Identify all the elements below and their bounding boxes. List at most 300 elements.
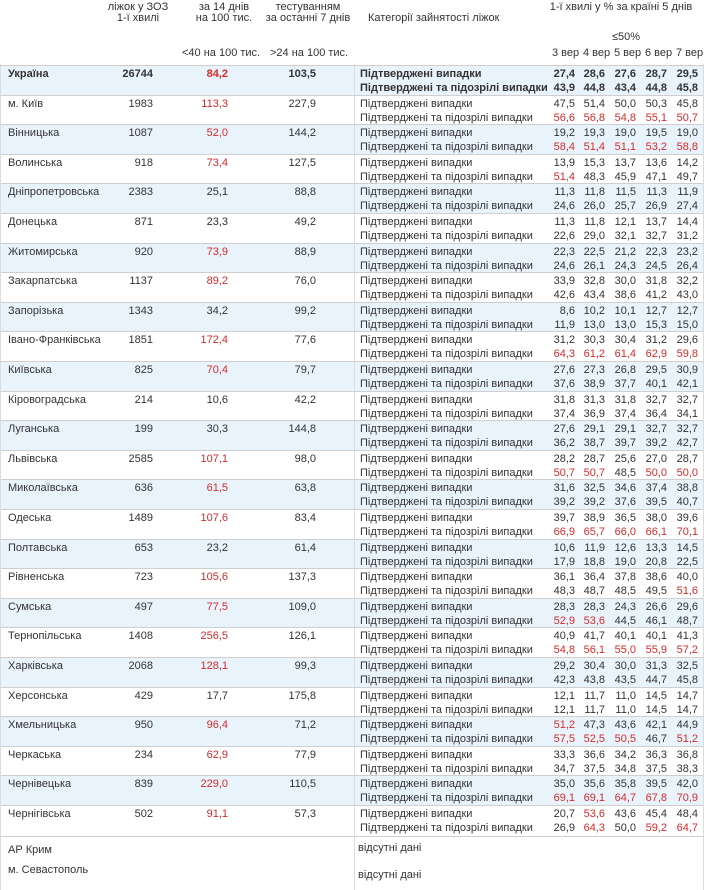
category-suspected: Підтверджені та підозрілі випадки: [360, 733, 533, 746]
category-suspected: Підтверджені та підозрілі випадки: [360, 644, 533, 657]
region-row: [0, 657, 703, 688]
suspected-share: 58,4: [553, 141, 575, 154]
testing-value: 42,2: [294, 393, 316, 406]
confirmed-share: 22,3: [553, 245, 575, 258]
testing-value: 99,2: [294, 304, 316, 317]
region-row: [0, 302, 703, 333]
category-suspected: Підтверджені та підозрілі випадки: [360, 259, 533, 272]
testing-value: 109,0: [288, 600, 316, 613]
suspected-share: 37,5: [645, 762, 667, 775]
region-row: [0, 183, 703, 214]
incidence-value: 256,5: [200, 630, 228, 643]
region-name: Житомирська: [8, 245, 78, 258]
suspected-share: 51,6: [676, 585, 698, 598]
confirmed-share: 14,7: [676, 689, 698, 702]
testing-value: 98,0: [294, 452, 316, 465]
suspected-share: 40,7: [676, 496, 698, 509]
region-name: Вінницька: [8, 127, 60, 140]
confirmed-share: 32,7: [645, 393, 667, 406]
region-name: Полтавська: [8, 541, 68, 554]
category-confirmed: Підтверджені випадки: [360, 719, 473, 732]
confirmed-share: 11,8: [584, 216, 605, 228]
suspected-share: 57,2: [676, 644, 698, 657]
suspected-share: 19,0: [614, 555, 636, 568]
region-name: Миколаївська: [8, 482, 78, 495]
suspected-share: 26,9: [645, 200, 667, 213]
region-name: Харківська: [8, 660, 63, 672]
confirmed-share: 27,3: [583, 364, 605, 376]
confirmed-share: 28,3: [583, 600, 605, 613]
confirmed-share: 19,0: [614, 127, 636, 140]
suspected-share: 22,6: [553, 230, 575, 242]
category-suspected: Підтверджені та підозрілі випадки: [360, 585, 533, 598]
confirmed-share: 19,5: [645, 127, 667, 140]
suspected-share: 50,7: [676, 111, 698, 124]
confirmed-share: 19,0: [676, 127, 698, 140]
confirmed-share: 14,4: [676, 216, 698, 228]
suspected-share: 27,4: [676, 200, 698, 213]
confirmed-share: 39,5: [645, 778, 667, 791]
confirmed-share: 48,4: [676, 808, 698, 820]
suspected-share: 49,5: [645, 585, 667, 598]
confirmed-share: 32,7: [676, 423, 698, 436]
incidence-value: 107,1: [200, 452, 228, 465]
confirmed-share: 26,6: [645, 600, 667, 613]
category-suspected: Підтверджені та підозрілі випадки: [360, 614, 533, 627]
confirmed-share: 20,7: [553, 808, 575, 820]
confirmed-share: 47,5: [553, 97, 575, 110]
suspected-share: 36,2: [553, 437, 575, 450]
region-name: Чернівецька: [8, 778, 72, 791]
suspected-share: 37,5: [583, 762, 605, 775]
region-name: м. Київ: [8, 97, 44, 110]
suspected-share: 26,0: [583, 200, 605, 213]
testing-value: 144,2: [288, 127, 316, 140]
beds-count: 825: [134, 364, 153, 376]
suspected-share: 56,8: [583, 111, 605, 124]
beds-count: 1851: [128, 334, 153, 347]
confirmed-share: 13,6: [645, 156, 667, 169]
incidence-value: 17,7: [206, 689, 228, 702]
confirmed-share: 11,5: [615, 186, 636, 199]
confirmed-share: 28,7: [583, 452, 605, 465]
suspected-share: 42,3: [553, 674, 575, 686]
confirmed-share: 12,1: [614, 216, 636, 228]
confirmed-share: 37,4: [645, 482, 667, 495]
suspected-share: 57,5: [553, 733, 575, 746]
confirmed-share: 11,0: [615, 689, 636, 702]
beds-count: 1408: [128, 630, 153, 643]
confirmed-share: 36,8: [676, 748, 698, 761]
suspected-share: 14,5: [645, 703, 667, 716]
category-confirmed: Підтверджені випадки: [360, 216, 473, 228]
suspected-share: 43,9: [553, 82, 575, 94]
threshold-occupancy: ≤50%: [612, 31, 641, 43]
region-row: [0, 805, 703, 836]
suspected-share: 15,3: [645, 318, 667, 331]
confirmed-share: 36,1: [553, 571, 575, 584]
confirmed-share: 51,4: [583, 97, 605, 110]
beds-count: 2068: [128, 660, 153, 672]
confirmed-share: 10,1: [614, 304, 636, 317]
incidence-value: 30,3: [206, 423, 228, 436]
suspected-share: 50,7: [553, 466, 575, 479]
suspected-share: 53,2: [645, 141, 667, 154]
region-row: [0, 627, 703, 658]
confirmed-share: 40,1: [645, 630, 667, 643]
region-name: Івано-Франківська: [8, 334, 101, 347]
confirmed-share: 35,0: [553, 778, 575, 791]
testing-value: 83,4: [294, 512, 316, 524]
incidence-value: 73,4: [206, 156, 228, 169]
confirmed-share: 11,7: [584, 689, 605, 702]
header-share: 1-ї хвилі у % за країні 5 днів: [549, 1, 693, 13]
incidence-value: 91,1: [206, 808, 228, 820]
confirmed-share: 32,7: [645, 423, 667, 436]
confirmed-share: 15,3: [583, 156, 605, 169]
confirmed-share: 10,6: [553, 541, 575, 554]
confirmed-share: 12,1: [553, 689, 575, 702]
suspected-share: 43,8: [583, 674, 605, 686]
testing-value: 103,5: [288, 68, 316, 80]
suspected-share: 48,3: [553, 585, 575, 598]
suspected-share: 18,8: [583, 555, 605, 568]
suspected-share: 47,1: [645, 170, 667, 183]
confirmed-share: 39,7: [553, 512, 575, 524]
threshold-testing: >24 на 100 тис.: [270, 47, 349, 59]
suspected-share: 26,4: [676, 259, 698, 272]
category-suspected: Підтверджені та підозрілі випадки: [360, 526, 533, 538]
threshold-incidence: <40 на 100 тис.: [182, 47, 261, 59]
region-row: [0, 124, 703, 155]
category-suspected: Підтверджені та підозрілі випадки: [360, 466, 533, 479]
suspected-share: 44,7: [645, 674, 667, 686]
category-confirmed: Підтверджені випадки: [360, 571, 473, 584]
confirmed-share: 44,9: [676, 719, 698, 732]
suspected-share: 67,8: [645, 792, 667, 805]
suspected-share: 61,2: [583, 348, 605, 361]
confirmed-share: 30,4: [614, 334, 636, 347]
beds-count: 234: [134, 748, 153, 761]
category-confirmed: Підтверджені випадки: [360, 423, 473, 436]
suspected-share: 54,8: [614, 111, 636, 124]
suspected-share: 39,2: [553, 496, 575, 509]
confirmed-share: 26,8: [614, 364, 636, 376]
testing-value: 144,8: [288, 423, 316, 436]
confirmed-share: 19,3: [583, 127, 605, 140]
confirmed-share: 27,6: [614, 68, 636, 80]
category-suspected: Підтверджені та підозрілі випадки: [360, 82, 548, 94]
category-suspected: Підтверджені та підозрілі випадки: [360, 822, 533, 834]
testing-value: 77,6: [294, 334, 316, 347]
header-beds-line2: 1-ї хвилі: [116, 12, 160, 24]
confirmed-share: 12,7: [676, 304, 698, 317]
confirmed-share: 31,2: [645, 334, 667, 347]
confirmed-share: 41,3: [676, 630, 698, 643]
confirmed-share: 30,0: [614, 660, 636, 672]
suspected-share: 41,2: [645, 289, 667, 302]
suspected-share: 65,7: [583, 526, 605, 538]
confirmed-share: 24,3: [614, 600, 636, 613]
suspected-share: 42,6: [553, 289, 575, 302]
confirmed-share: 38,6: [645, 571, 667, 584]
incidence-value: 229,0: [200, 778, 228, 791]
category-suspected: Підтверджені та підозрілі випадки: [360, 555, 533, 568]
suspected-share: 37,6: [614, 496, 636, 509]
testing-value: 99,3: [294, 660, 316, 672]
suspected-share: 50,0: [614, 822, 636, 834]
suspected-share: 46,7: [645, 733, 667, 746]
suspected-share: 26,9: [553, 822, 575, 834]
header-beds-line1: ліжок у ЗОЗ: [107, 1, 169, 13]
category-suspected: Підтверджені та підозрілі випадки: [360, 318, 533, 331]
confirmed-share: 31,6: [553, 482, 575, 495]
suspected-share: 53,6: [583, 614, 605, 627]
header-testing-line1: тестуванням: [275, 1, 341, 13]
day-header: 5 вер: [614, 47, 642, 59]
suspected-share: 45,8: [676, 674, 698, 686]
confirmed-share: 29,6: [676, 334, 698, 347]
header-incidence-line2: на 100 тис.: [195, 12, 253, 24]
confirmed-share: 11,3: [554, 186, 575, 199]
suspected-share: 43,5: [614, 674, 636, 686]
incidence-value: 25,1: [206, 186, 228, 199]
category-confirmed: Підтверджені випадки: [360, 600, 473, 613]
beds-count: 950: [134, 719, 153, 732]
confirmed-share: 28,6: [583, 68, 605, 80]
confirmed-share: 31,8: [553, 393, 575, 406]
suspected-share: 43,4: [583, 289, 605, 302]
suspected-share: 46,1: [645, 614, 667, 627]
header-incidence: [182, 2, 266, 24]
confirmed-share: 37,8: [614, 571, 636, 584]
day-header: 6 вер: [645, 47, 673, 59]
category-confirmed: Підтверджені випадки: [360, 452, 473, 465]
suspected-share: 14,7: [676, 703, 698, 716]
testing-value: 49,2: [294, 216, 316, 228]
suspected-share: 51,4: [583, 141, 605, 154]
suspected-share: 44,8: [645, 82, 667, 94]
incidence-value: 105,6: [200, 571, 228, 584]
suspected-share: 34,8: [614, 762, 636, 775]
suspected-share: 38,7: [583, 437, 605, 450]
testing-value: 76,0: [294, 275, 316, 288]
suspected-share: 48,7: [676, 614, 698, 627]
region-name: Черкаська: [8, 748, 62, 761]
suspected-share: 62,9: [645, 348, 667, 361]
suspected-share: 55,1: [645, 111, 667, 124]
suspected-share: 24,3: [614, 259, 636, 272]
suspected-share: 37,7: [614, 378, 636, 390]
region-row: [0, 598, 703, 629]
incidence-value: 128,1: [200, 660, 228, 672]
region-sevastopol: м. Севастополь: [8, 864, 89, 876]
confirmed-share: 13,3: [645, 541, 667, 554]
suspected-share: 50,0: [645, 466, 667, 479]
testing-value: 88,9: [294, 245, 316, 258]
region-row: [0, 568, 703, 599]
suspected-share: 34,1: [676, 407, 698, 420]
category-confirmed: Підтверджені випадки: [360, 808, 473, 820]
suspected-share: 39,2: [583, 496, 605, 509]
suspected-share: 11,9: [554, 318, 575, 331]
suspected-share: 48,5: [614, 466, 636, 479]
confirmed-share: 30,3: [583, 334, 605, 347]
category-suspected: Підтверджені та підозрілі випадки: [360, 762, 533, 775]
confirmed-share: 12,6: [614, 541, 636, 554]
beds-count: 636: [134, 482, 153, 495]
category-confirmed: Підтверджені випадки: [360, 630, 473, 643]
region-row: [0, 775, 703, 806]
category-confirmed: Підтверджені випадки: [360, 541, 473, 554]
confirmed-share: 36,4: [583, 571, 605, 584]
region-name: Запорізька: [8, 304, 64, 317]
suspected-share: 45,8: [676, 82, 698, 94]
incidence-value: 34,2: [206, 304, 228, 317]
region-name: Херсонська: [8, 689, 68, 702]
region-name: Закарпатська: [8, 275, 78, 288]
suspected-share: 29,0: [583, 230, 605, 242]
category-confirmed: Підтверджені випадки: [360, 393, 473, 406]
confirmed-share: 28,7: [645, 68, 667, 80]
suspected-share: 32,1: [614, 230, 636, 242]
suspected-share: 45,9: [614, 170, 636, 183]
region-name: Тернопільська: [8, 630, 82, 643]
category-suspected: Підтверджені та підозрілі випадки: [360, 348, 533, 361]
suspected-share: 64,7: [614, 792, 636, 805]
testing-value: 61,4: [294, 541, 316, 554]
confirmed-share: 23,2: [676, 245, 698, 258]
suspected-share: 43,0: [676, 289, 698, 302]
confirmed-share: 29,6: [676, 600, 698, 613]
confirmed-share: 11,3: [646, 186, 667, 199]
suspected-share: 51,1: [614, 141, 636, 154]
confirmed-share: 42,0: [676, 778, 698, 791]
suspected-share: 48,5: [614, 585, 636, 598]
confirmed-share: 36,5: [614, 512, 636, 524]
region-row: [0, 716, 703, 747]
region-row: [0, 391, 703, 422]
suspected-share: 24,6: [553, 259, 575, 272]
confirmed-share: 30,4: [583, 660, 605, 672]
suspected-share: 37,4: [553, 407, 575, 420]
beds-count: 653: [134, 541, 153, 554]
confirmed-share: 31,8: [614, 393, 636, 406]
testing-value: 63,8: [294, 482, 316, 495]
category-suspected: Підтверджені та підозрілі випадки: [360, 496, 533, 509]
category-confirmed: Підтверджені випадки: [360, 68, 482, 80]
suspected-share: 64,7: [676, 822, 698, 834]
beds-count: 723: [134, 571, 153, 584]
testing-value: 71,2: [294, 719, 316, 732]
category-confirmed: Підтверджені випадки: [360, 97, 473, 110]
beds-count: 199: [134, 423, 153, 436]
region-name: Донецька: [8, 216, 58, 228]
missing-data-note: відсутні дані: [358, 842, 422, 854]
region-row: [0, 272, 703, 303]
confirmed-share: 8,6: [559, 304, 575, 317]
suspected-share: 39,7: [614, 437, 636, 450]
confirmed-share: 29,5: [676, 68, 698, 80]
confirmed-share: 11,3: [554, 216, 575, 228]
category-confirmed: Підтверджені випадки: [360, 275, 473, 288]
region-row: [0, 213, 703, 244]
suspected-share: 17,9: [553, 555, 575, 568]
incidence-value: 113,3: [201, 97, 228, 110]
suspected-share: 51,2: [676, 733, 698, 746]
confirmed-share: 30,0: [614, 275, 636, 288]
category-confirmed: Підтверджені випадки: [360, 364, 473, 376]
suspected-share: 13,0: [583, 318, 605, 331]
beds-count: 1343: [128, 304, 153, 317]
suspected-share: 36,4: [645, 407, 667, 420]
confirmed-share: 27,6: [553, 364, 575, 376]
suspected-share: 32,7: [645, 230, 667, 242]
suspected-share: 15,0: [676, 318, 698, 331]
confirmed-share: 28,7: [676, 452, 698, 465]
suspected-share: 24,5: [645, 259, 667, 272]
suspected-share: 31,2: [676, 230, 698, 242]
confirmed-share: 14,2: [676, 156, 698, 169]
confirmed-share: 12,7: [645, 304, 667, 317]
confirmed-share: 31,3: [645, 660, 667, 672]
category-confirmed: Підтверджені випадки: [360, 748, 473, 761]
category-suspected: Підтверджені та підозрілі випадки: [360, 111, 533, 124]
suspected-share: 69,1: [553, 792, 575, 805]
category-suspected: Підтверджені та підозрілі випадки: [360, 170, 533, 183]
suspected-share: 39,5: [645, 496, 667, 509]
confirmed-share: 36,6: [583, 748, 605, 761]
confirmed-share: 47,3: [583, 719, 605, 732]
region-name: Україна: [8, 68, 49, 80]
confirmed-share: 39,6: [676, 512, 698, 524]
confirmed-share: 43,6: [614, 808, 636, 820]
category-suspected: Підтверджені та підозрілі випадки: [360, 674, 533, 686]
incidence-value: 89,2: [206, 275, 228, 288]
testing-value: 79,7: [294, 364, 316, 376]
category-suspected: Підтверджені та підозрілі випадки: [360, 437, 533, 450]
suspected-share: 59,2: [645, 822, 667, 834]
confirmed-share: 53,6: [583, 808, 605, 820]
category-confirmed: Підтверджені випадки: [360, 334, 473, 347]
confirmed-share: 28,2: [553, 452, 575, 465]
confirmed-share: 29,1: [583, 423, 605, 436]
header-testing-line2: за останні 7 днів: [265, 12, 351, 24]
region-name: Рівненська: [8, 571, 65, 584]
category-confirmed: Підтверджені випадки: [360, 127, 473, 140]
suspected-share: 40,1: [645, 378, 667, 390]
suspected-share: 24,6: [553, 200, 575, 213]
confirmed-share: 38,0: [645, 512, 667, 524]
suspected-share: 52,5: [583, 733, 605, 746]
confirmed-share: 22,3: [645, 245, 667, 258]
suspected-share: 44,8: [583, 82, 605, 94]
confirmed-share: 40,1: [614, 630, 636, 643]
confirmed-share: 40,0: [676, 571, 698, 584]
suspected-share: 70,9: [676, 792, 698, 805]
confirmed-share: 10,2: [583, 304, 605, 317]
suspected-share: 64,3: [553, 348, 575, 361]
beds-count: 918: [134, 156, 153, 169]
region-row: [0, 331, 703, 362]
confirmed-share: 41,7: [583, 630, 605, 643]
testing-value: 227,9: [288, 97, 316, 110]
confirmed-share: 45,4: [645, 808, 667, 820]
confirmed-share: 32,8: [583, 275, 605, 288]
category-suspected: Підтверджені та підозрілі випадки: [360, 407, 533, 420]
day-header: 3 вер: [552, 47, 580, 59]
confirmed-share: 32,5: [583, 482, 605, 495]
